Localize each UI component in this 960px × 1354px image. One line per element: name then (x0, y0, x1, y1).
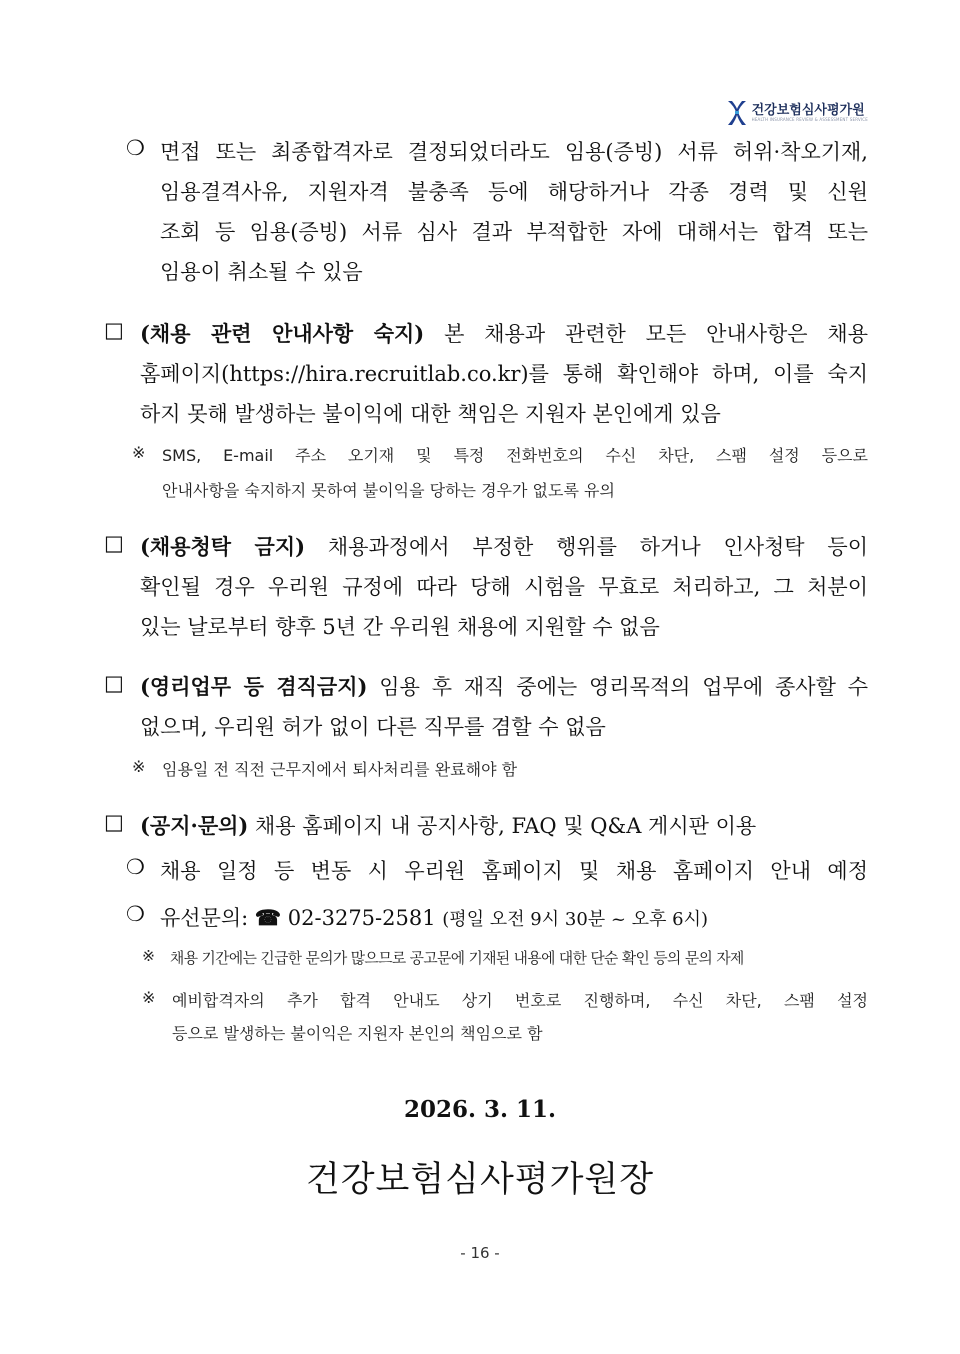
section3-heading: (채용청탁 금지) (140, 534, 306, 559)
section5-note-1-mark (142, 947, 155, 965)
section1-bullet (126, 136, 145, 160)
section1-line-3: 조회 등 임용(증빙) 서류 심사 결과 부적합한 자에 대해서는 합격 또는 (160, 220, 868, 244)
section4-line-1-text: 임용 후 재직 중에는 영리목적의 업무에 종사할 수 (367, 675, 868, 699)
section5-checkbox (104, 810, 124, 834)
section4-note-line-1: 임용일 전 직전 근무지에서 퇴사처리를 완료해야 함 (162, 760, 518, 779)
section2-line-1 (140, 318, 868, 348)
section4-line-1 (140, 671, 868, 701)
page-number: - 16 - (460, 1244, 500, 1262)
phone-icon: ☎ (254, 905, 282, 930)
box-bullet-icon: □ (104, 671, 124, 695)
section4-line-2: 없으며, 우리원 허가 없이 다른 직무를 겸할 수 없음 (140, 715, 606, 739)
section5-note-2-line-1: 예비합격자의 추가 합격 안내도 상기 번호로 진행하며, 수신 차단, 스팸 설정 (172, 991, 868, 1010)
circle-bullet-icon: ❍ (126, 136, 145, 160)
section2-checkbox (104, 318, 124, 342)
hira-logo-icon (726, 100, 748, 126)
note-mark-icon: ※ (142, 988, 156, 1007)
box-bullet-icon: □ (104, 531, 124, 555)
section2-line-3: 하지 못해 발생하는 불이익에 대한 책임은 지원자 본인에게 있음 (140, 402, 721, 426)
box-bullet-icon: □ (104, 318, 124, 342)
section2-line-2: 홈페이지(https://hira.recruitlab.co.kr)를 통해 확인해야 하며, 이를 숙지 (140, 362, 868, 386)
logo-org-subtitle: HEALTH INSURANCE REVIEW & ASSESSMENT SERVICE (751, 117, 868, 122)
section5-bullet-1-mark (126, 855, 145, 879)
note-mark-icon: ※ (132, 757, 146, 776)
signature-org: 건강보험심사평가원장 (305, 1160, 655, 1200)
section4-heading: (영리업무 등 겸직금지) (140, 674, 368, 699)
phone-hours: (평일 오전 9시 30분 ~ 오후 6시) (442, 909, 709, 930)
section5-heading: (공지·문의) (140, 813, 249, 838)
circle-bullet-icon: ❍ (126, 902, 145, 926)
section5-note-2-mark (142, 988, 155, 1007)
hira-logo (726, 100, 868, 126)
section2-note-line-2: 안내사항을 숙지하지 못하여 불이익을 당하는 경우가 없도록 유의 (162, 481, 615, 500)
section2-heading: (채용 관련 안내사항 숙지) (140, 321, 425, 346)
phone-number: 02-3275-2581 (287, 906, 436, 930)
section5-line-1 (140, 810, 756, 840)
section5-note-2-line-2: 등으로 발생하는 불이익은 지원자 본인의 책임으로 함 (172, 1024, 543, 1043)
section5-line-1-text: 채용 홈페이지 내 공지사항, FAQ 및 Q&A 게시판 이용 (248, 814, 757, 838)
box-bullet-icon: □ (104, 810, 124, 834)
contact-label: 유선문의: (160, 906, 249, 930)
section1-line-2: 임용결격사유, 지원자격 불충족 등에 해당하거나 각종 경력 및 신원 (160, 180, 868, 204)
section5-bullet-2 (160, 902, 708, 932)
logo-org-name: 건강보험심사평가원 (751, 103, 865, 118)
section3-line-1-text: 채용과정에서 부정한 행위를 하거나 인사청탁 등이 (305, 535, 868, 559)
section4-note-mark (132, 757, 145, 776)
section2-line-1-text: 본 채용과 관련한 모든 안내사항은 채용 (424, 322, 868, 346)
section5-bullet-2-mark (126, 902, 145, 926)
note-mark-icon: ※ (132, 443, 146, 462)
section4-checkbox (104, 671, 124, 695)
section3-line-2: 확인될 경우 우리원 규정에 따라 당해 시험을 무효로 처리하고, 그 처분이 (140, 575, 868, 599)
section5-bullet-1: 채용 일정 등 변동 시 우리원 홈페이지 및 채용 홈페이지 안내 예정 (160, 859, 868, 883)
section3-line-3: 있는 날로부터 향후 5년 간 우리원 채용에 지원할 수 없음 (140, 615, 660, 639)
section2-note-line-1: SMS, E-mail 주소 오기재 및 특정 전화번호의 수신 차단, 스팸 설정 등으로 (162, 446, 868, 465)
section2-note-mark (132, 443, 145, 462)
section3-checkbox (104, 531, 124, 555)
circle-bullet-icon: ❍ (126, 855, 145, 879)
section1-line-4: 임용이 취소될 수 있음 (160, 260, 363, 284)
section5-note-1: 채용 기간에는 긴급한 문의가 많으므로 공고문에 기재된 내용에 대한 단순 확인 등의 문의 자제 (170, 950, 744, 967)
announcement-date: 2026. 3. 11. (403, 1096, 557, 1123)
note-mark-icon: ※ (142, 947, 155, 965)
section3-line-1 (140, 531, 868, 561)
section1-line-1: 면접 또는 최종합격자로 결정되었더라도 임용(증빙) 서류 허위·착오기재, (160, 140, 868, 164)
